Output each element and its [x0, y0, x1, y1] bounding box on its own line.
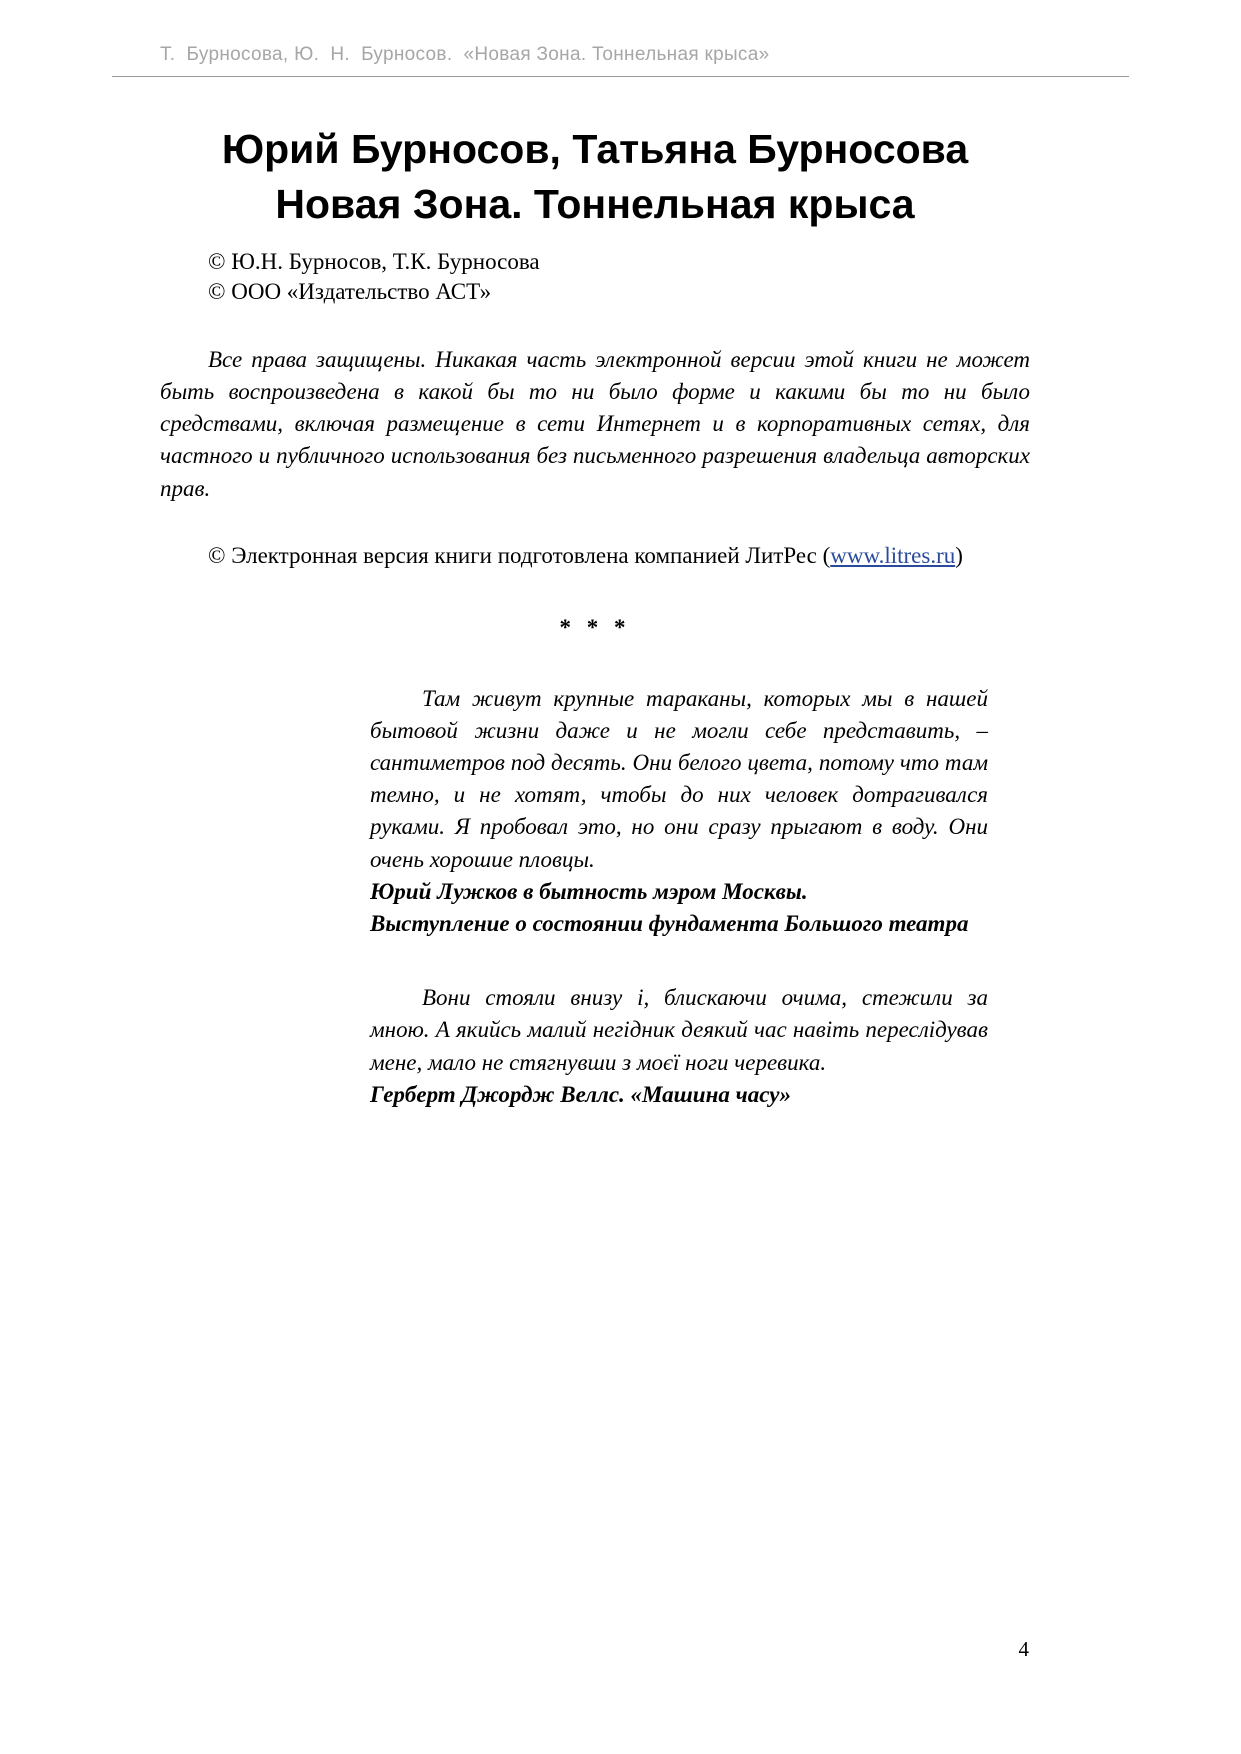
- epigraph-attribution-wells: [370, 1079, 988, 1111]
- epigraph-text-wells: Вони стояли внизу і, блискаючи очима, стежили за мною. А якийсь малий негідник деякий час навіть переслідував мене, мало не стягнувши з моєї ноги черевика.: [370, 985, 988, 1075]
- litres-credit: [160, 543, 1030, 569]
- epigraph-attribution-line: Герберт Джордж Веллс. «Машина часу»: [370, 1081, 791, 1107]
- book-title-authors: Юрий Бурносов, Татьяна Бурносова: [221, 126, 969, 172]
- epigraph-attribution-luzhkov: [370, 876, 988, 940]
- litres-link[interactable]: www.litres.ru: [830, 542, 956, 568]
- copyright-block: [160, 247, 1030, 308]
- header-divider: [112, 76, 1129, 77]
- epigraph-text-luzhkov: Там живут крупные тараканы, которых мы в нашей бытовой жизни даже и не могли себе представить, – сантиметров под десять. Они белого цвета, потому что там темно, и не хотят, чтобы до них человек дотрагивался руками. Я пробовал это, но они сразу прыгают в воду. Они очень хорошие пловцы.: [370, 685, 988, 872]
- copyright-publisher: © ООО «Издательство АСТ»: [208, 279, 492, 305]
- book-title: [160, 122, 1030, 231]
- rights-notice: Все права защищены. Никакая часть электронной версии этой книги не может быть воспроизведена в какой бы то ни было форме и какими бы то ни было средствами, включая размещение в сети Интернет и в корпоративных сетях, для частного и публичного использования без письменного разрешения владельца авторских прав.: [160, 346, 1030, 501]
- litres-credit-suffix: ): [955, 542, 963, 568]
- epigraph-attribution-line: Выступление о состоянии фундамента Большого театра: [370, 911, 969, 936]
- litres-credit-prefix: © Электронная версия книги подготовлена компанией ЛитРес (: [208, 542, 831, 568]
- running-header: Т. Бурносова, Ю. Н. Бурносов. «Новая Зона. Тоннельная крыса»: [160, 44, 770, 65]
- page-number: 4: [1018, 1637, 1029, 1661]
- epigraph-attribution-line: Юрий Лужков в бытность мэром Москвы.: [370, 878, 808, 904]
- page-content: [160, 122, 1030, 1111]
- copyright-authors: © Ю.Н. Бурносов, Т.К. Бурносова: [208, 249, 540, 275]
- section-separator: * * *: [559, 614, 631, 640]
- book-title-name: Новая Зона. Тоннельная крыса: [275, 180, 915, 227]
